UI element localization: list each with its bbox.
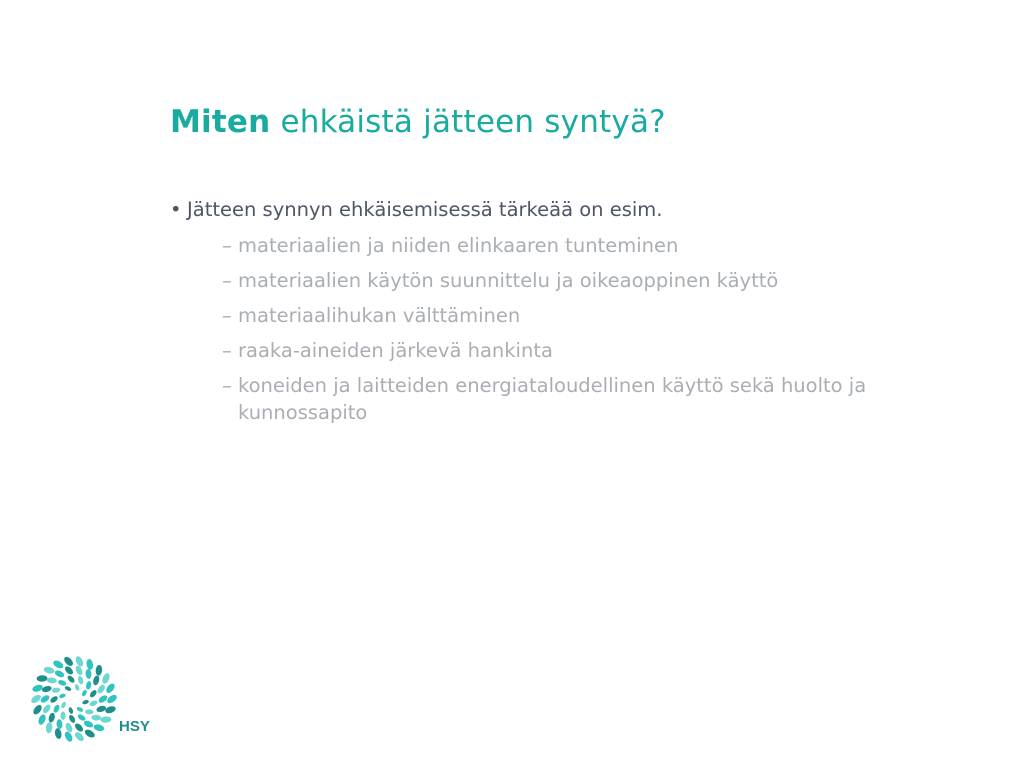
logo-drop (68, 707, 74, 715)
logo-drop (60, 711, 65, 720)
logo-drop (48, 712, 56, 723)
logo-drop (49, 695, 59, 704)
sub-marker: – (222, 374, 232, 397)
logo-drop (63, 665, 74, 676)
logo-drop (39, 694, 50, 704)
sub-item-text: materiaalien käytön suunnittelu ja oikeaoppinen käyttö (238, 269, 779, 292)
logo-drop (85, 709, 94, 715)
logo-drop (73, 730, 85, 742)
logo-drop (83, 728, 96, 739)
logo-drop (82, 699, 90, 705)
logo-drop (73, 722, 84, 733)
logo-drop (74, 665, 83, 676)
sub-item (222, 302, 962, 329)
logo-drop (63, 730, 74, 743)
logo-drop (86, 658, 94, 670)
logo-drop (47, 677, 57, 684)
sub-item-text: koneiden ja laitteiden energiataloudellinen käyttö sekä huolto ja kunnossapito (238, 374, 867, 424)
sub-marker: – (222, 339, 232, 362)
logo-drop (91, 714, 101, 721)
sub-marker: – (222, 269, 232, 292)
logo-drop (83, 719, 94, 728)
logo-drop (60, 701, 67, 709)
logo-drop (51, 687, 60, 693)
sub-item-text: materiaalien ja niiden elinkaaren tunteminen (238, 234, 679, 257)
title-bold: Miten (170, 104, 271, 140)
logo-drop (54, 669, 65, 678)
logo-drop (42, 703, 52, 714)
logo-drop (52, 659, 65, 670)
logo-drop (97, 694, 108, 704)
logo-drop (106, 693, 119, 704)
logo-drop (95, 665, 102, 676)
logo-drop (92, 675, 100, 686)
logo-drop (59, 693, 67, 699)
sub-item-text: materiaalihukan välttäminen (238, 304, 521, 327)
logo-drop (54, 728, 62, 740)
logo-drop (100, 716, 111, 723)
logo-drop (96, 683, 106, 694)
hsy-logo (30, 655, 154, 747)
logo-swirl-icon (30, 655, 118, 743)
logo-drop (64, 685, 72, 692)
logo-drop (93, 723, 105, 732)
logo-drop (77, 675, 84, 685)
logo-drop (56, 719, 63, 729)
bullet-text: Jätteen synnyn ehkäisemisessä tärkeää on esim. (187, 198, 663, 221)
bullet-item (170, 198, 662, 221)
logo-drop (31, 684, 43, 694)
logo-drop (81, 689, 88, 697)
sub-marker: – (222, 304, 232, 327)
logo-drop (63, 655, 75, 667)
logo-drop (45, 722, 52, 733)
sub-item (222, 267, 962, 294)
sub-marker: – (222, 234, 232, 257)
logo-drop (77, 713, 87, 722)
logo-text: HSY (119, 718, 150, 735)
logo-drop (74, 684, 80, 692)
logo-drop (68, 714, 77, 724)
logo-drop (30, 693, 42, 704)
sub-item (222, 372, 962, 426)
logo-drop (64, 722, 73, 733)
logo-drop (105, 682, 117, 694)
logo-drop (89, 689, 98, 699)
logo-drop (85, 681, 92, 690)
title-rest: ehkäistä jätteen syntyä? (270, 104, 666, 140)
sub-item (222, 232, 962, 259)
logo-drop (66, 674, 75, 684)
logo-drop (43, 666, 55, 675)
logo-drop (32, 703, 44, 715)
sub-item-text: raaka-aineiden järkevä hankinta (238, 339, 553, 362)
logo-drop (85, 669, 92, 679)
logo-drop (76, 706, 84, 713)
logo-drop (89, 699, 99, 707)
logo-drop (41, 685, 52, 693)
sub-item (222, 337, 962, 364)
bullet-marker: • (170, 198, 182, 221)
slide-title (170, 104, 666, 140)
logo-drop (96, 705, 107, 713)
logo-drop (74, 655, 85, 668)
logo-drop (52, 704, 60, 714)
sub-list (222, 232, 962, 434)
logo-drop (57, 679, 67, 686)
logo-drop (101, 672, 111, 684)
logo-drop (104, 705, 116, 715)
logo-drop (37, 713, 47, 725)
logo-drop (36, 675, 47, 682)
